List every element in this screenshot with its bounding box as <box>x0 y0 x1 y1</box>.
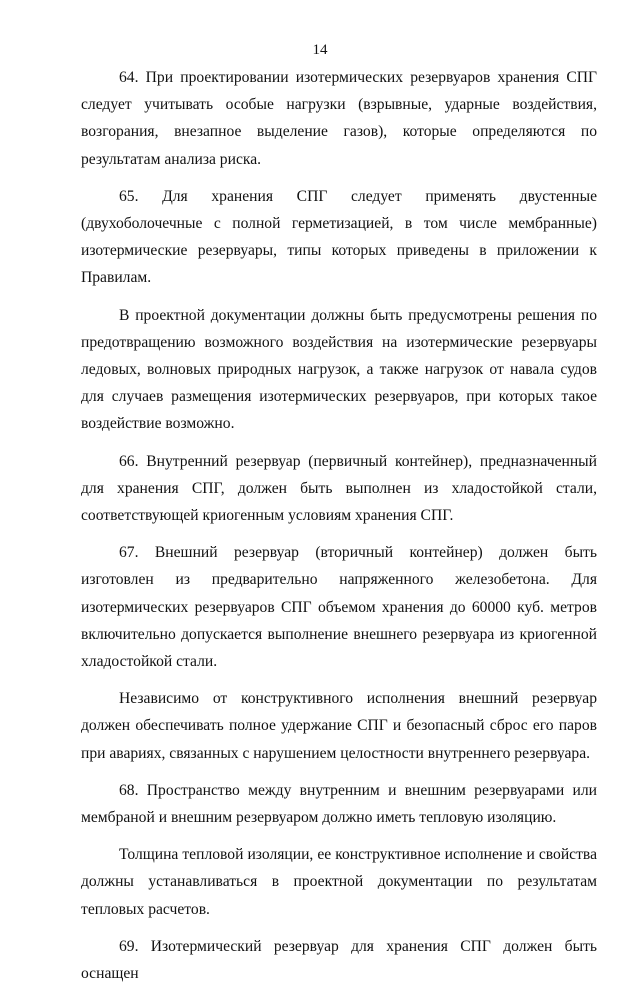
paragraph-67-outer-tank: Независимо от конструктивного исполнения внешний резервуар должен обеспечивать полное удержание СПГ и безопасный сброс его паров при авариях, связанных с нарушением целостности внутреннего резервуара. <box>81 690 597 762</box>
paragraph-65: 65. Для хранения СПГ следует применять двустенные (двухоболочечные с полной герметизацией, в том числе мембранные) изотермические резервуары, типы которых приведены в приложении к Правилам. <box>81 187 597 287</box>
paragraph-66: 66. Внутренний резервуар (первичный контейнер), предназначенный для хранения СПГ, должен быть выполнен из хладостойкой стали, соответствующей криогенным условиям хранения СПГ. <box>81 452 597 525</box>
document-body <box>81 64 597 987</box>
paragraph-64: 64. При проектировании изотермических резервуаров хранения СПГ следует учитывать особые нагрузки (взрывные, ударные воздействия, возгорания, внезапное выделение газов), которые определяются по результатам анализа риска. <box>81 69 597 168</box>
paragraph-67: 67. Внешний резервуар (вторичный контейнер) должен быть изготовлен из предварительно напряженного железобетона. Для изотермических резервуаров СПГ объемом хранения до 60000 куб. метров включительно допускается выполнение внешнего резервуара из криогенной хладостойкой стали. <box>81 544 597 671</box>
paragraph-68: 68. Пространство между внутренним и внешним резервуарами или мембраной и внешним резервуаром должно иметь тепловую изоляцию. <box>81 781 597 827</box>
paragraph-68-insulation: Толщина тепловой изоляции, ее конструктивное исполнение и свойства должны устанавливаться в проектной документации по результатам тепловых расчетов. <box>81 846 597 918</box>
paragraph-65-design-docs: В проектной документации должны быть предусмотрены решения по предотвращению возможного воздействия на изотермические резервуары ледовых, волновых природных нагрузок, а также нагрузок от навала судов для случаев размещения изотермических резервуаров, при которых такое воздействие возможно. <box>81 306 597 433</box>
paragraph-69: 69. Изотермический резервуар для хранения СПГ должен быть оснащен <box>81 937 597 983</box>
page-number: 14 <box>312 42 328 58</box>
